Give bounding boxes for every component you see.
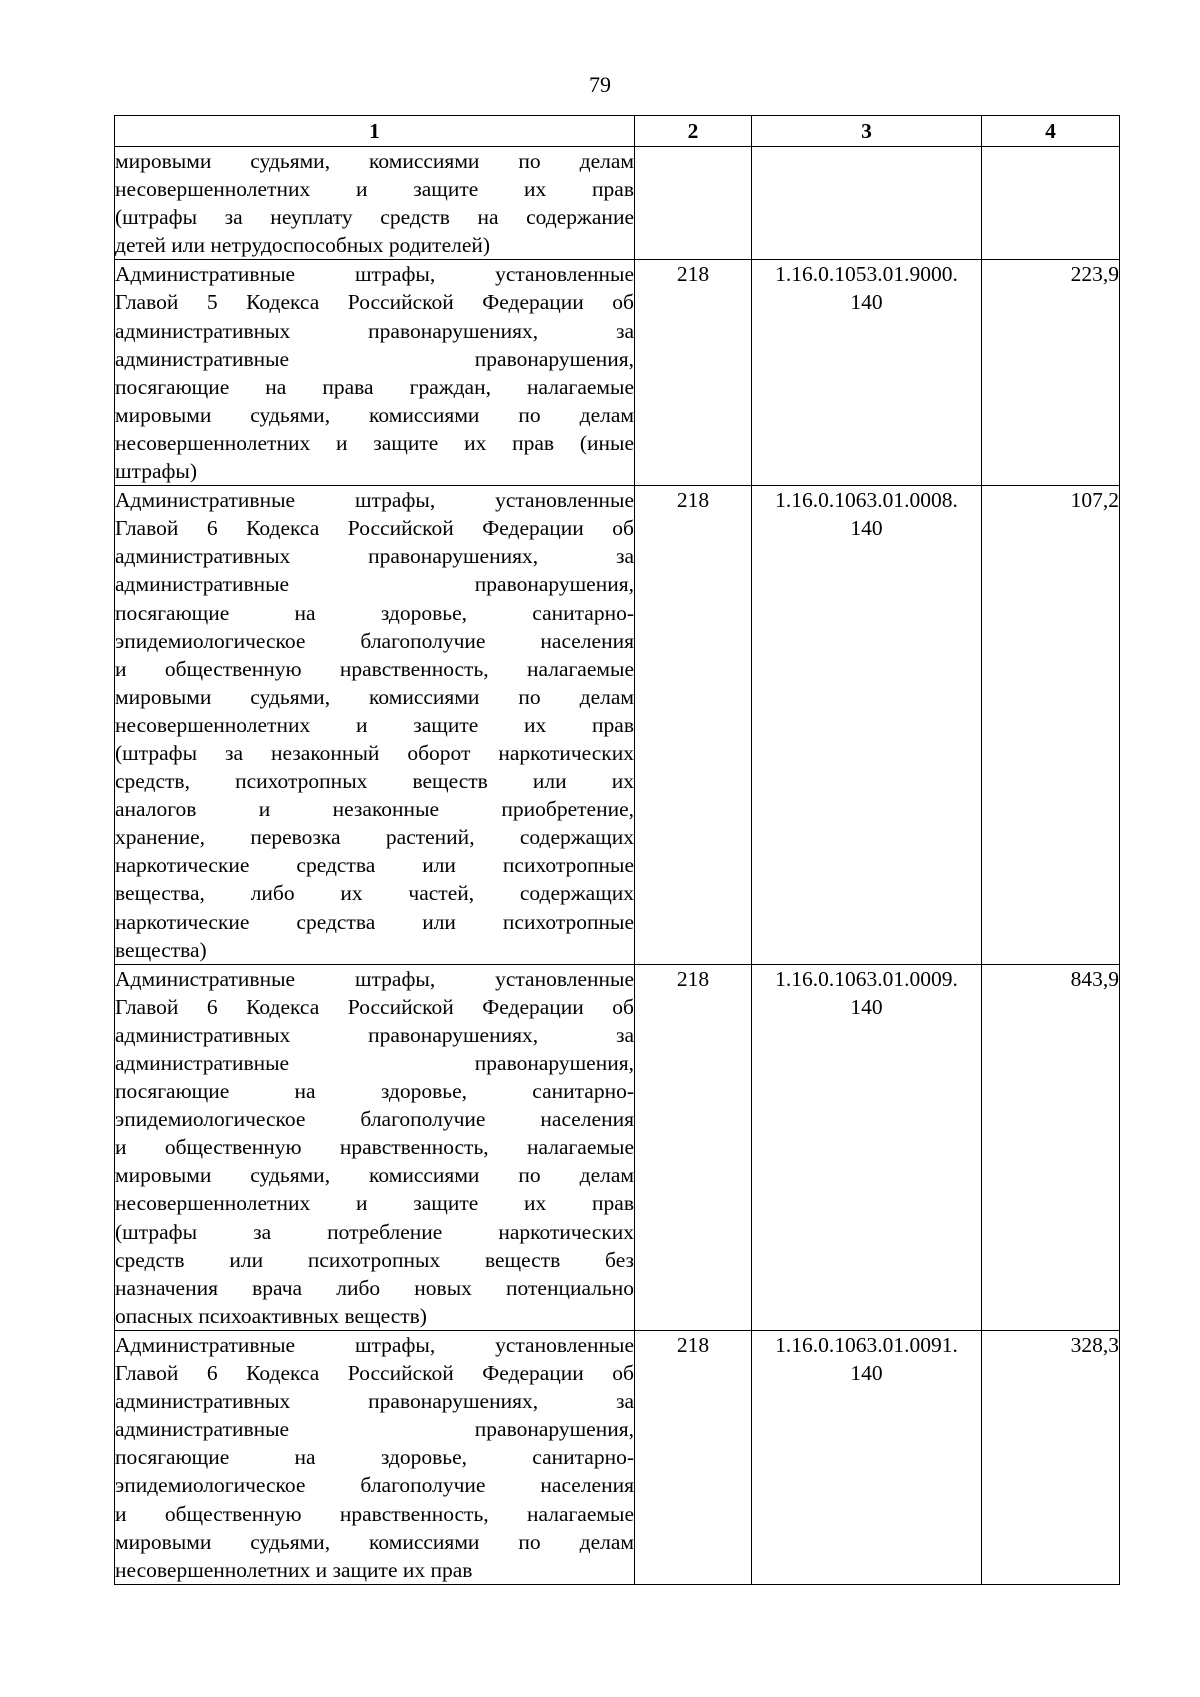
description-line: Административные штрафы, установленные [115, 262, 634, 287]
description-line: несовершеннолетних и защите их прав [115, 1191, 634, 1216]
description-line: несовершеннолетних и защите их прав [115, 1557, 473, 1582]
description-line: административные правонарушения, [115, 572, 634, 597]
admin-code: 218 [635, 964, 752, 1330]
description-line: аналогов и незаконные приобретение, [115, 797, 634, 822]
description-line: хранение, перевозка растений, содержащих [115, 825, 634, 850]
description-line: опасных психоактивных веществ) [115, 1303, 427, 1328]
revenue-code-line-1: 1.16.0.1063.01.0008. [775, 488, 958, 513]
revenue-code-line-1: 1.16.0.1053.01.9000. [775, 262, 958, 287]
description-line: административные правонарушения, [115, 1417, 634, 1442]
admin-code: 218 [635, 1330, 752, 1584]
description-line: Главой 6 Кодекса Российской Федерации об [115, 1361, 634, 1386]
description-line: посягающие на права граждан, налагаемые [115, 374, 634, 399]
description-line: (штрафы за потребление наркотических [115, 1219, 634, 1244]
description-line: несовершеннолетних и защите их прав [115, 177, 634, 202]
table-row [115, 1330, 1120, 1584]
description-line: наркотические средства или психотропные [115, 853, 634, 878]
description-line: вещества) [115, 937, 207, 962]
description-line: административных правонарушениях, за [115, 1022, 634, 1047]
description-line: Главой 6 Кодекса Российской Федерации об [115, 994, 634, 1019]
description-line: (штрафы за незаконный оборот наркотических [115, 740, 634, 765]
description-line: административные правонарушения, [115, 346, 634, 371]
revenue-code [752, 486, 982, 965]
description-line: посягающие на здоровье, санитарно- [115, 600, 634, 625]
description-line: эпидемиологическое благополучие населения [115, 1107, 634, 1132]
amount: 843,9 [982, 964, 1120, 1330]
row-description [115, 260, 635, 486]
amount [982, 147, 1120, 260]
description-line: (штрафы за неуплату средств на содержание [115, 205, 634, 230]
table-header-row [115, 116, 1120, 147]
revenue-code [752, 260, 982, 486]
description-line: Административные штрафы, установленные [115, 966, 634, 991]
admin-code: 218 [635, 486, 752, 965]
description-line: штрафы) [115, 459, 198, 484]
amount: 223,9 [982, 260, 1120, 486]
table-row [115, 147, 1120, 260]
description-line: Административные штрафы, установленные [115, 1332, 634, 1357]
amount: 107,2 [982, 486, 1120, 965]
row-description [115, 486, 635, 965]
description-line: назначения врача либо новых потенциально [115, 1275, 634, 1300]
column-header-3: 3 [752, 116, 982, 147]
description-line: мировыми судьями, комиссиями по делам [115, 684, 634, 709]
description-line: административных правонарушениях, за [115, 1389, 634, 1414]
revenue-code [752, 964, 982, 1330]
revenue-table [114, 115, 1120, 1585]
admin-code [635, 147, 752, 260]
row-description [115, 964, 635, 1330]
description-line: и общественную нравственность, налагаемые [115, 656, 634, 681]
revenue-code-line-2: 140 [850, 516, 883, 541]
description-line: административных правонарушениях, за [115, 544, 634, 569]
column-header-4: 4 [982, 116, 1120, 147]
description-line: административных правонарушениях, за [115, 318, 634, 343]
table-row [115, 260, 1120, 486]
description-line: эпидемиологическое благополучие населения [115, 1473, 634, 1498]
revenue-code-line-2: 140 [850, 1361, 883, 1386]
description-line: эпидемиологическое благополучие населения [115, 628, 634, 653]
page-number: 79 [589, 72, 611, 97]
column-header-2: 2 [635, 116, 752, 147]
description-line: мировыми судьями, комиссиями по делам [115, 402, 634, 427]
description-line: мировыми судьями, комиссиями по делам [115, 1163, 634, 1188]
description-line: вещества, либо их частей, содержащих [115, 881, 634, 906]
table-row [115, 486, 1120, 965]
amount: 328,3 [982, 1330, 1120, 1584]
description-line: средств или психотропных веществ без [115, 1247, 634, 1272]
description-line: Главой 6 Кодекса Российской Федерации об [115, 516, 634, 541]
description-line: мировыми судьями, комиссиями по делам [115, 1529, 634, 1554]
row-description [115, 1330, 635, 1584]
revenue-code [752, 1330, 982, 1584]
description-line: несовершеннолетних и защите их прав (иные [115, 430, 634, 455]
description-line: посягающие на здоровье, санитарно- [115, 1079, 634, 1104]
description-line: и общественную нравственность, налагаемые [115, 1135, 634, 1160]
description-line: несовершеннолетних и защите их прав [115, 712, 634, 737]
description-line: мировыми судьями, комиссиями по делам [115, 149, 634, 173]
description-line: детей или нетрудоспособных родителей) [115, 233, 491, 258]
row-description [115, 147, 635, 260]
description-line: наркотические средства или психотропные [115, 909, 634, 934]
revenue-code-line-1: 1.16.0.1063.01.0009. [775, 966, 958, 991]
description-line: Административные штрафы, установленные [115, 488, 634, 513]
revenue-code-line-2: 140 [850, 290, 883, 315]
table-row [115, 964, 1120, 1330]
description-line: административные правонарушения, [115, 1051, 634, 1075]
description-line: Главой 5 Кодекса Российской Федерации об [115, 290, 634, 315]
description-line: и общественную нравственность, налагаемые [115, 1501, 634, 1526]
table-body [115, 147, 1120, 1585]
revenue-code-line-1: 1.16.0.1063.01.0091. [775, 1332, 958, 1357]
revenue-code-line-2: 140 [850, 994, 883, 1019]
column-header-1: 1 [115, 116, 635, 147]
admin-code: 218 [635, 260, 752, 486]
description-line: посягающие на здоровье, санитарно- [115, 1445, 634, 1470]
description-line: средств, психотропных веществ или их [115, 769, 634, 794]
revenue-code [752, 147, 982, 260]
